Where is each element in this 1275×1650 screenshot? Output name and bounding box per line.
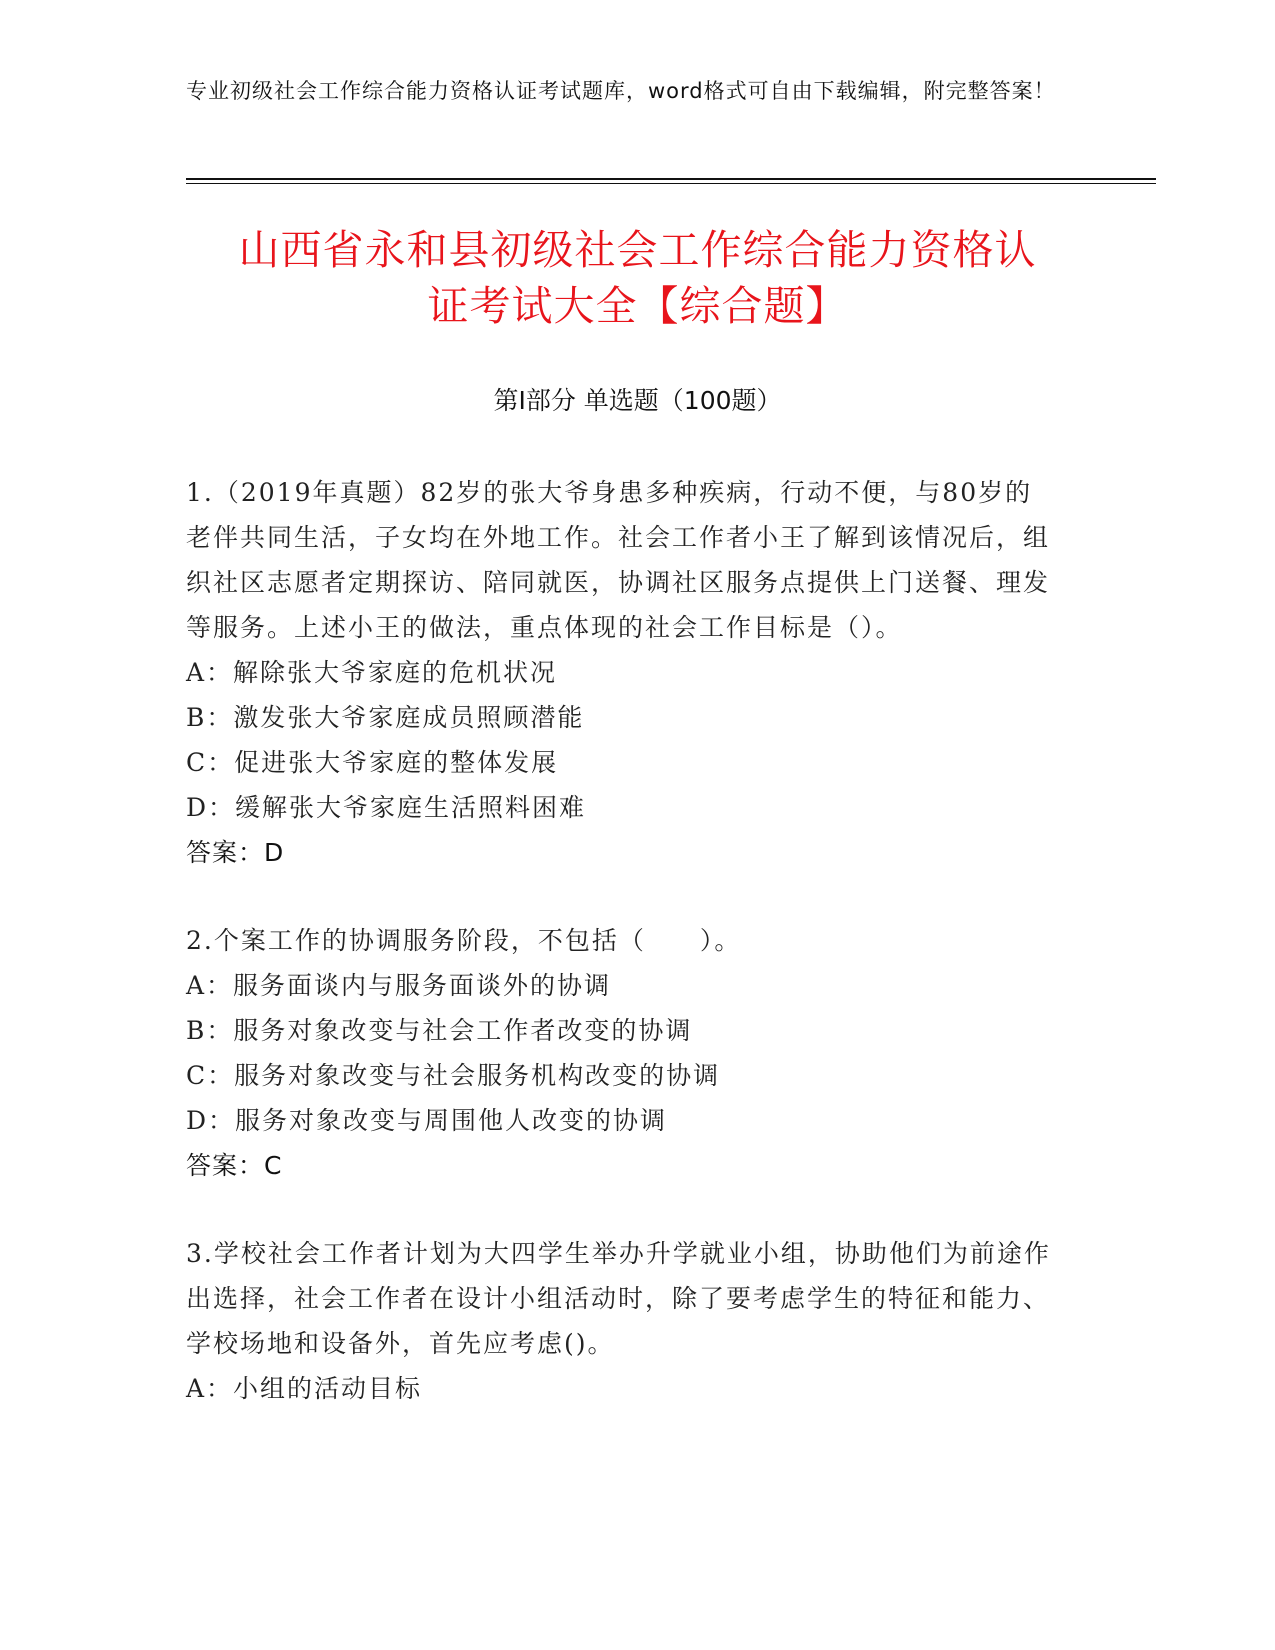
option-a: A：服务面谈内与服务面谈外的协调 [186,971,612,1000]
question-stem: 3.学校社会工作者计划为大四学生举办升学就业小组，协助他们为前途作出选择，社会工作者在设计小组活动时，除了要考虑学生的特征和能力、学校场地和设备外，首先应考虑()。 [186,1239,1051,1358]
option-a: A：小组的活动目标 [186,1374,423,1403]
option-d: D：缓解张大爷家庭生活照料困难 [186,793,587,822]
question-2 [186,918,1056,1188]
question-1 [186,470,1056,875]
option-c: C：服务对象改变与社会服务机构改变的协调 [186,1061,721,1090]
option-d: D：服务对象改变与周围他人改变的协调 [186,1106,668,1135]
question-3 [186,1231,1056,1411]
section-heading: 第I部分 单选题（100题） [493,386,782,415]
option-a: A：解除张大爷家庭的危机状况 [186,658,558,687]
document-title [150,222,1125,334]
option-b: B：服务对象改变与社会工作者改变的协调 [186,1016,693,1045]
option-c: C：促进张大爷家庭的整体发展 [186,748,559,777]
document-title-line-2: 证考试大全【综合题】 [427,282,848,330]
option-b: B：激发张大爷家庭成员照顾潜能 [186,703,585,732]
header-note: 专业初级社会工作综合能力资格认证考试题库，word格式可自由下载编辑，附完整答案！ [186,79,1056,103]
question-stem: 1.（2019年真题）82岁的张大爷身患多种疾病，行动不便，与80岁的老伴共同生活，子女均在外地工作。社会工作者小王了解到该情况后，组织社区志愿者定期探访、陪同就医，协调社区服务点提供上门送餐、理发等服务。上述小王的做法，重点体现的社会工作目标是（）。 [186,478,1051,642]
answer-line: 答案：D [186,838,285,867]
answer-line: 答案：C [186,1151,283,1180]
header-rule-thin [186,183,1156,184]
header-rule-thick [186,178,1156,180]
question-stem: 2.个案工作的协调服务阶段，不包括（ ）。 [186,926,742,955]
document-title-line-1: 山西省永和县初级社会工作综合能力资格认 [238,226,1037,274]
question-list [186,470,1056,1454]
